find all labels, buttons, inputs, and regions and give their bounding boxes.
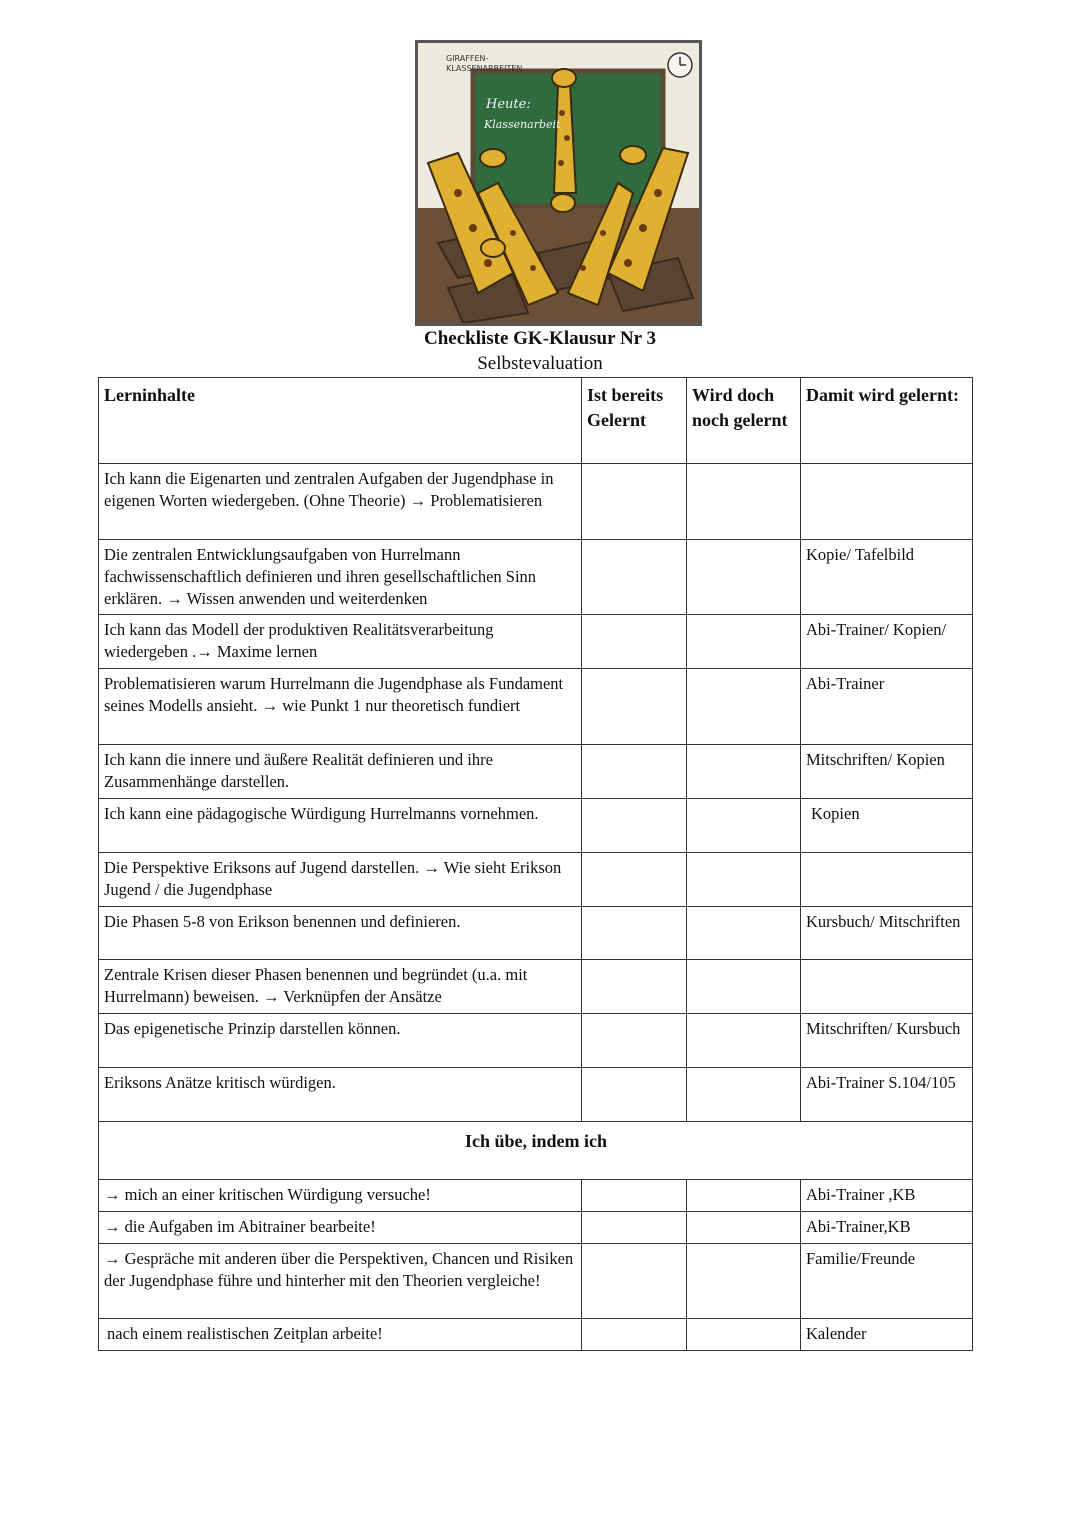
checkbox-cell-still-learning[interactable] xyxy=(687,1319,801,1351)
row-content: Ich kann eine pädagogische Würdigung Hurrelmanns vornehmen. xyxy=(99,799,582,853)
checkbox-cell-learned[interactable] xyxy=(582,853,687,907)
checkbox-cell-still-learning[interactable] xyxy=(687,1212,801,1244)
row-source: Mitschriften/ Kopien xyxy=(801,745,973,799)
board-text-line2: Klassenarbeit xyxy=(484,118,561,131)
table-row xyxy=(99,960,973,1014)
row-content: → die Aufgaben im Abitrainer bearbeite! xyxy=(99,1212,582,1244)
row-content: → Gespräche mit anderen über die Perspektiven, Chancen und Risiken der Jugendphase führe und hinterher mit den Theorien vergleiche! xyxy=(99,1244,582,1319)
row-source: Kalender xyxy=(801,1319,973,1351)
row-source: Abi-Trainer xyxy=(801,669,973,745)
board-text-line1: Heute: xyxy=(486,97,531,112)
checkbox-cell-learned[interactable] xyxy=(582,1014,687,1068)
row-content: Ich kann das Modell der produktiven Realitätsverarbeitung wiedergeben .→ Maxime lernen xyxy=(99,615,582,669)
practice-heading: Ich übe, indem ich xyxy=(99,1122,973,1180)
page-subtitle: Selbstevaluation xyxy=(477,353,603,374)
table-row xyxy=(99,1244,973,1319)
checkbox-cell-learned[interactable] xyxy=(582,799,687,853)
checkbox-cell-learned[interactable] xyxy=(582,960,687,1014)
cartoon-caption-line1: GIRAFFEN- xyxy=(446,54,489,63)
checkbox-cell-still-learning[interactable] xyxy=(687,1180,801,1212)
row-source xyxy=(801,464,973,540)
row-content: Die Phasen 5-8 von Erikson benennen und definieren. xyxy=(99,907,582,960)
table-row xyxy=(99,540,973,615)
checkbox-cell-still-learning[interactable] xyxy=(687,669,801,745)
giraffe-cartoon xyxy=(415,40,702,326)
row-source: Familie/Freunde xyxy=(801,1244,973,1319)
row-source xyxy=(801,853,973,907)
checkbox-cell-learned[interactable] xyxy=(582,1180,687,1212)
row-content: Eriksons Anätze kritisch würdigen. xyxy=(99,1068,582,1122)
row-source: Kopien xyxy=(801,799,973,853)
checkbox-cell-still-learning[interactable] xyxy=(687,615,801,669)
cartoon-illustration xyxy=(418,43,699,323)
checkbox-cell-still-learning[interactable] xyxy=(687,745,801,799)
checkbox-cell-learned[interactable] xyxy=(582,1244,687,1319)
table-row xyxy=(99,669,973,745)
table-header-row xyxy=(99,378,973,464)
table-row xyxy=(99,1319,973,1351)
checkbox-cell-learned[interactable] xyxy=(582,669,687,745)
checkbox-cell-learned[interactable] xyxy=(582,615,687,669)
row-source: Abi-Trainer S.104/105 xyxy=(801,1068,973,1122)
checkbox-cell-learned[interactable] xyxy=(582,1212,687,1244)
row-source: Abi-Trainer/ Kopien/ xyxy=(801,615,973,669)
table-row xyxy=(99,1180,973,1212)
checkbox-cell-learned[interactable] xyxy=(582,540,687,615)
table-row xyxy=(99,853,973,907)
row-content: Zentrale Krisen dieser Phasen benennen und begründet (u.a. mit Hurrelmann) beweisen. → Verknüpfen der Ansätze xyxy=(99,960,582,1014)
table-row xyxy=(99,1068,973,1122)
checkbox-cell-still-learning[interactable] xyxy=(687,540,801,615)
row-content: Ich kann die Eigenarten und zentralen Aufgaben der Jugendphase in eigenen Worten wiedergeben. (Ohne Theorie) → Problematisieren xyxy=(99,464,582,540)
header-wird-noch-gelernt: Wird doch noch gelernt xyxy=(687,378,801,464)
header-lerninhalte: Lerninhalte xyxy=(99,378,582,464)
table-row xyxy=(99,799,973,853)
table-row xyxy=(99,464,973,540)
row-content: Ich kann die innere und äußere Realität definieren und ihre Zusammenhänge darstellen. xyxy=(99,745,582,799)
cartoon-caption-line2: KLASSENARBEITEN. xyxy=(446,64,525,73)
section-heading-row xyxy=(99,1122,973,1180)
row-source: Abi-Trainer ,KB xyxy=(801,1180,973,1212)
row-source: Abi-Trainer,KB xyxy=(801,1212,973,1244)
row-content: Die zentralen Entwicklungsaufgaben von Hurrelmann fachwissenschaftlich definieren und ihren gesellschaftlichen Sinn erklären. → Wissen anwenden und weiterdenken xyxy=(99,540,582,615)
checkbox-cell-still-learning[interactable] xyxy=(687,960,801,1014)
header-ist-bereits-gelernt: Ist bereits Gelernt xyxy=(582,378,687,464)
row-source: Mitschriften/ Kursbuch xyxy=(801,1014,973,1068)
checkbox-cell-still-learning[interactable] xyxy=(687,1244,801,1319)
row-source: Kopie/ Tafelbild xyxy=(801,540,973,615)
checkbox-cell-still-learning[interactable] xyxy=(687,1068,801,1122)
row-source xyxy=(801,960,973,1014)
table-row xyxy=(99,745,973,799)
checkbox-cell-still-learning[interactable] xyxy=(687,1014,801,1068)
row-content: Das epigenetische Prinzip darstellen können. xyxy=(99,1014,582,1068)
checkbox-cell-still-learning[interactable] xyxy=(687,853,801,907)
row-content: nach einem realistischen Zeitplan arbeite! xyxy=(99,1319,582,1351)
table-row xyxy=(99,1212,973,1244)
row-content: → mich an einer kritischen Würdigung versuche! xyxy=(99,1180,582,1212)
checkbox-cell-learned[interactable] xyxy=(582,907,687,960)
table-row xyxy=(99,907,973,960)
checkbox-cell-still-learning[interactable] xyxy=(687,799,801,853)
page-title: Checkliste GK-Klausur Nr 3 xyxy=(423,328,657,349)
checkbox-cell-still-learning[interactable] xyxy=(687,464,801,540)
checkbox-cell-still-learning[interactable] xyxy=(687,907,801,960)
table-row xyxy=(99,1014,973,1068)
checkbox-cell-learned[interactable] xyxy=(582,1068,687,1122)
row-content: Die Perspektive Eriksons auf Jugend darstellen. → Wie sieht Erikson Jugend / die Jugendphase xyxy=(99,853,582,907)
table-row xyxy=(99,615,973,669)
row-content: Problematisieren warum Hurrelmann die Jugendphase als Fundament seines Modells ansieht. → wie Punkt 1 nur theoretisch fundiert xyxy=(99,669,582,745)
checkbox-cell-learned[interactable] xyxy=(582,464,687,540)
checkbox-cell-learned[interactable] xyxy=(582,745,687,799)
checklist-table xyxy=(98,377,973,1351)
checkbox-cell-learned[interactable] xyxy=(582,1319,687,1351)
header-damit-wird-gelernt: Damit wird gelernt: xyxy=(801,378,973,464)
row-source: Kursbuch/ Mitschriften xyxy=(801,907,973,960)
